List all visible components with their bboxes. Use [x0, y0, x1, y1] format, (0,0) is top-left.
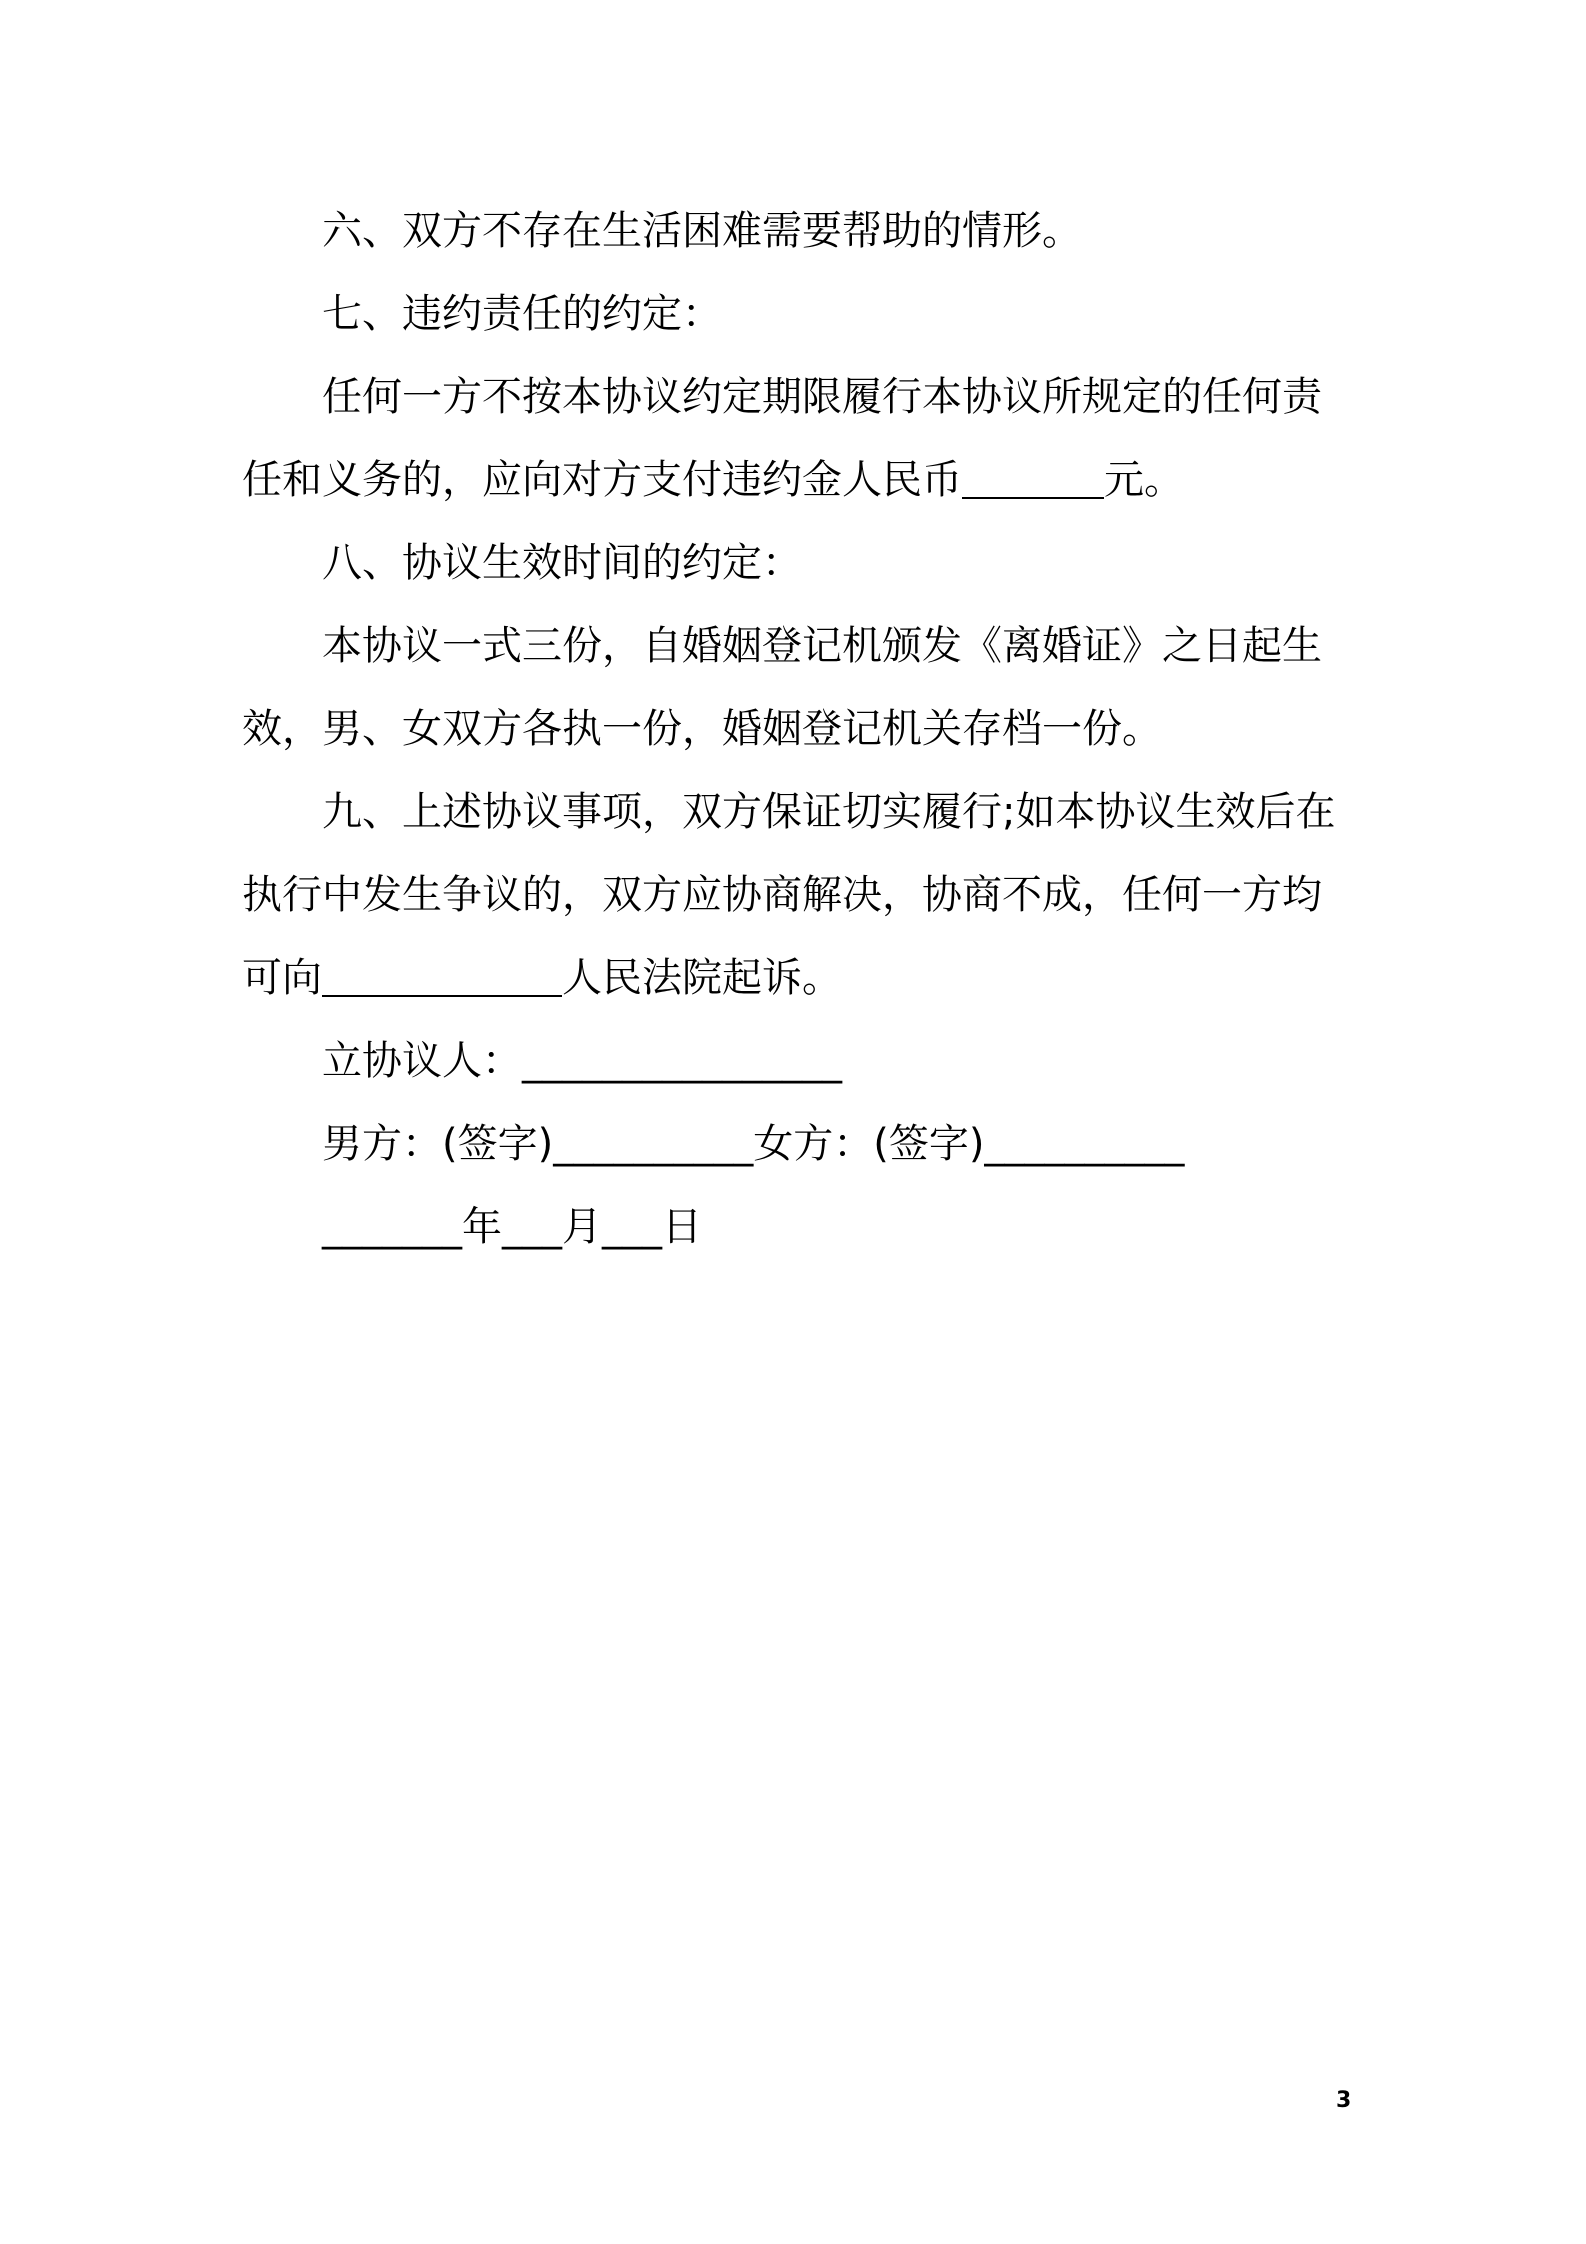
clause-eight-body: 本协议一式三份，自婚姻登记机颁发《离婚证》之日起生效，男、女双方各执一份，婚姻登记机关存档一份。: [242, 623, 1322, 752]
clause-nine-text: 九、上述协议事项，双方保证切实履行;如本协议生效后在执行中发生争议的，双方应协商解决，协商不成，任何一方均可向: [242, 789, 1336, 1001]
signature-line: 男方：(签字)__________女方：(签字)__________: [322, 1121, 1185, 1167]
clause-seven-unit: 元。: [1104, 457, 1184, 503]
clause-six: 六、双方不存在生活困难需要帮助的情形。: [322, 208, 1082, 254]
signer-line: 立协议人：________________: [322, 1038, 842, 1084]
clause-seven-body: [242, 356, 1358, 522]
clause-eight-heading: 八、协议生效时间的约定：: [322, 540, 802, 586]
court-name-blank: [322, 955, 562, 997]
clause-nine-court: 人民法院起诉。: [562, 955, 842, 1001]
clause-nine: [242, 771, 1358, 1020]
date-line: _______年___月___日: [322, 1204, 702, 1250]
document-body: [242, 190, 1358, 1269]
clause-seven-heading: 七、违约责任的约定：: [322, 291, 722, 337]
penalty-amount-blank: [962, 457, 1104, 499]
page-number: 3: [1336, 2088, 1352, 2113]
clause-seven-text: 任何一方不按本协议约定期限履行本协议所规定的任何责任和义务的，应向对方支付违约金人民币: [242, 374, 1322, 503]
